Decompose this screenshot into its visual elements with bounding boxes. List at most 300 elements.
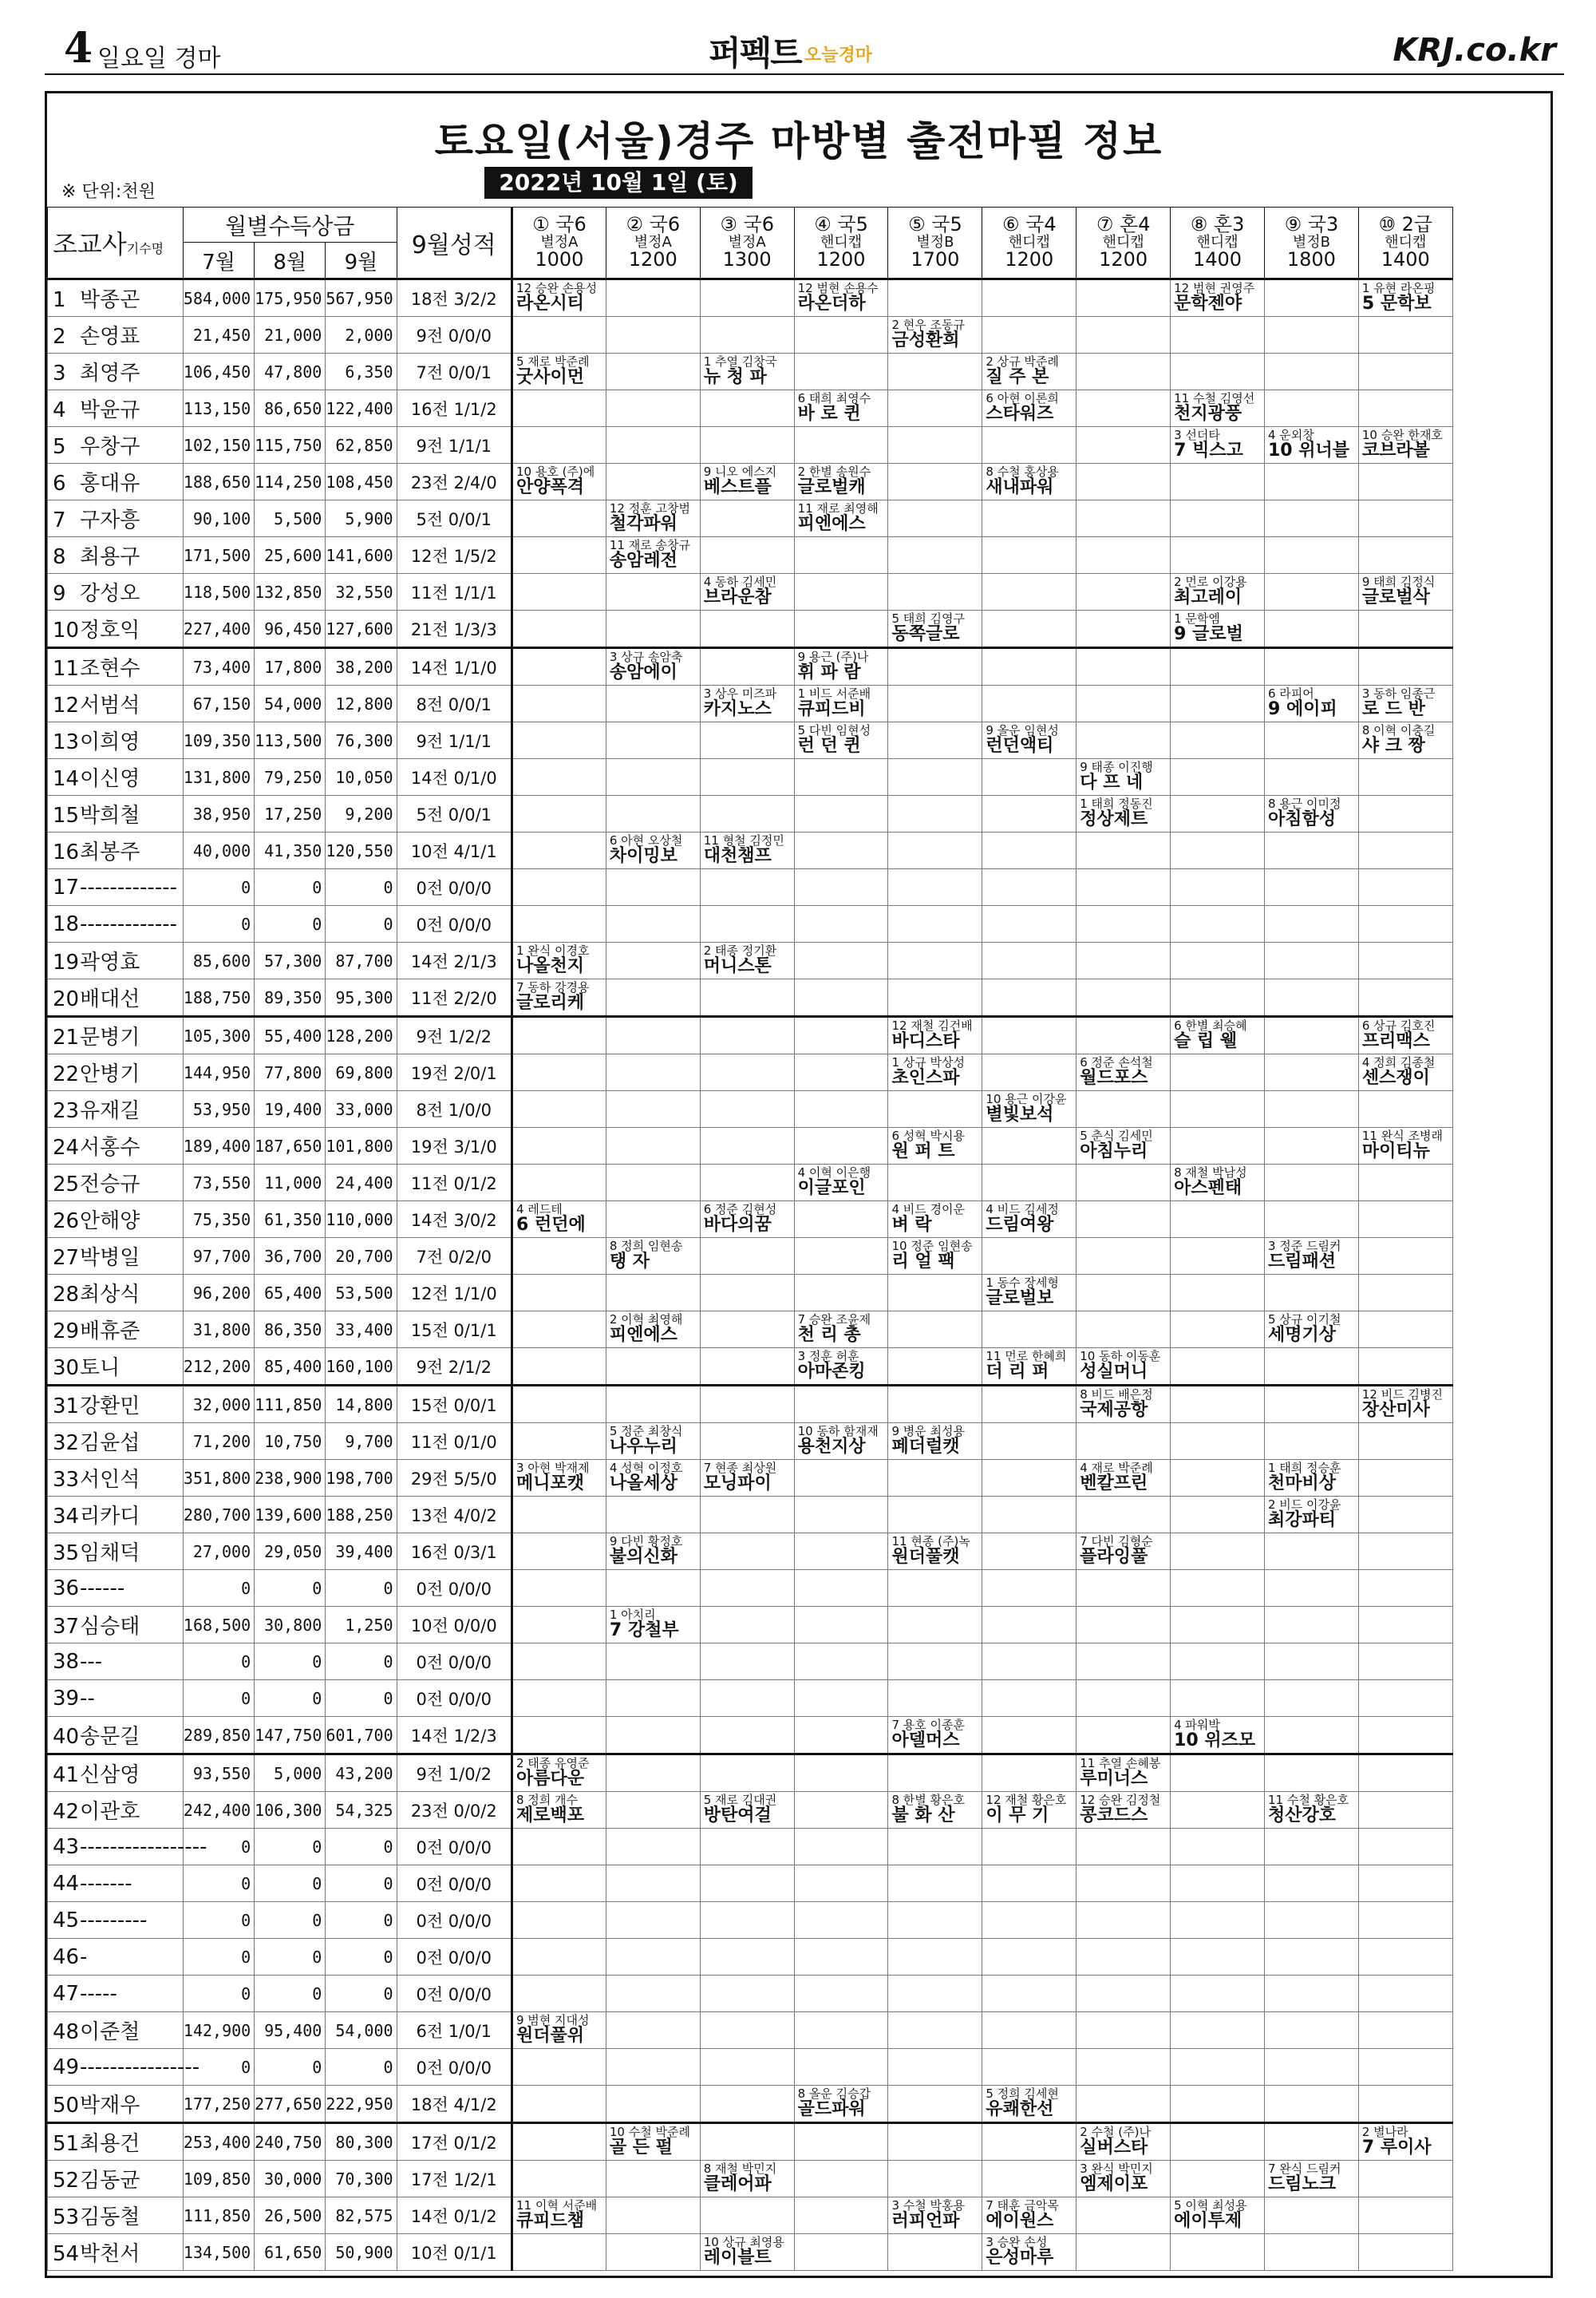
race-entry-cell (606, 1976, 700, 2012)
horse-name: 코브라볼 (1361, 441, 1430, 461)
horse-name: 성실머니 (1080, 1362, 1148, 1382)
trainer-cell (48, 1238, 184, 1275)
race-entry-cell (794, 1829, 888, 1865)
page-number: 4 (64, 24, 93, 73)
prize-sep: 14,800 (326, 1386, 397, 1423)
race-entry-cell (888, 1017, 982, 1054)
sep-record: 23전 2/4/0 (397, 464, 512, 500)
prize-jul: 177,250 (183, 2086, 254, 2123)
row-number: 24 (53, 1136, 80, 1160)
horse-name: 9 에이피 (1267, 699, 1337, 719)
horse-name: 슬 립 웰 (1174, 1031, 1238, 1051)
horse-name: 불의신화 (609, 1547, 678, 1567)
race-entry-cell (1264, 648, 1358, 686)
race-entry-cell (512, 1680, 606, 1717)
race-entry-cell (888, 1311, 982, 1348)
prize-jul: 0 (183, 2049, 254, 2086)
row-number: 13 (53, 730, 80, 754)
race-entry-cell (1264, 574, 1358, 611)
trainer-cell (48, 1717, 184, 1754)
race-entry-cell (1264, 1754, 1358, 1792)
race-entry-cell (1171, 1423, 1265, 1460)
horse-name: 머니스톤 (703, 956, 772, 976)
race-entry-cell (606, 1017, 700, 1054)
race-entry-cell (1171, 1717, 1265, 1754)
race-entry-cell (1171, 648, 1265, 686)
prize-aug: 17,250 (255, 796, 326, 833)
jockey-owner: 6 정준 김현성 (703, 1202, 777, 1216)
horse-name: 런 던 퀸 (797, 736, 861, 756)
trainer-cell (48, 979, 184, 1017)
trainer-name: 서홍수 (80, 1136, 140, 1160)
prize-aug: 30,800 (255, 1607, 326, 1643)
horse-name: 7 루이사 (1361, 2138, 1432, 2158)
prize-sep: 82,575 (326, 2197, 397, 2234)
trainer-cell (48, 1829, 207, 1865)
race-entry-cell (1358, 427, 1452, 464)
trainer-cell (48, 1902, 184, 1939)
jockey-owner: 1 비드 서준배 (797, 686, 871, 701)
horse-name: 벤칼프린 (1080, 1473, 1148, 1493)
table-row (48, 979, 1551, 1017)
jockey-owner: 2 먼로 이강용 (1174, 575, 1247, 589)
race-entry-cell (512, 2161, 606, 2197)
table-row (48, 906, 1551, 943)
prize-jul: 85,600 (183, 943, 254, 979)
horse-name: 10 위즈모 (1174, 1730, 1256, 1750)
race-entry-cell (1077, 1717, 1171, 1754)
horse-name: 나우누리 (609, 1437, 678, 1457)
race-entry-cell (982, 1570, 1077, 1607)
table-row (48, 1128, 1551, 1165)
race-entry-cell (512, 279, 606, 317)
row-number: 48 (53, 2020, 80, 2044)
race-entry-cell (606, 1717, 700, 1754)
record-header: 9월성적 (397, 208, 512, 279)
race-entry-cell (700, 1754, 794, 1792)
prize-aug: 5,500 (255, 500, 326, 537)
race-entry-cell (512, 1423, 606, 1460)
horse-name: 엠제이포 (1080, 2174, 1148, 2194)
horse-name: 문학젠야 (1174, 294, 1242, 314)
race-entry-cell (700, 464, 794, 500)
horse-name: 탱 자 (609, 1252, 650, 1272)
race-entry-cell (1171, 796, 1265, 833)
race-entry-cell (1264, 1643, 1358, 1680)
prize-sep: 5,900 (326, 500, 397, 537)
sep-record: 12전 1/1/0 (397, 1275, 512, 1311)
row-number: 27 (53, 1246, 80, 1270)
prize-sep: 38,200 (326, 648, 397, 686)
horse-name: 안양폭격 (516, 477, 584, 497)
row-number: 11 (53, 657, 80, 681)
prize-jul: 189,400 (183, 1128, 254, 1165)
trainer-cell (48, 648, 184, 686)
jockey-owner: 3 완식 박민지 (1080, 2162, 1153, 2176)
sep-record: 5전 0/0/1 (397, 500, 512, 537)
race-entry-cell (512, 2197, 606, 2234)
race-entry-cell (512, 648, 606, 686)
prize-sep: 6,350 (326, 354, 397, 390)
table-row (48, 1902, 1551, 1939)
row-number: 4 (53, 398, 66, 422)
prize-sep: 110,000 (326, 1201, 397, 1238)
prize-jul: 131,800 (183, 759, 254, 796)
jockey-owner: 2 비드 이강윤 (1267, 1497, 1341, 1512)
jockey-owner: 8 정희 개수 (516, 1793, 579, 1807)
trainer-name: 배휴준 (80, 1319, 140, 1343)
table-row (48, 611, 1551, 648)
race-entry-cell (888, 537, 982, 574)
logo-sub-text: 오늘경마 (804, 45, 873, 65)
prize-aug: 61,350 (255, 1201, 326, 1238)
sep-record: 11전 0/1/2 (397, 1165, 512, 1201)
jockey-owner: 7 태훈 금악목 (986, 2198, 1059, 2213)
row-number: 50 (53, 2094, 80, 2118)
trainer-name: 이관호 (80, 1800, 140, 1824)
race-entry-cell (606, 2049, 700, 2086)
race-entry-cell (794, 686, 888, 722)
race-entry-cell (794, 1939, 888, 1976)
race-entry-cell (1358, 1201, 1452, 1238)
prize-sep: 9,200 (326, 796, 397, 833)
race-entry-cell (1358, 1423, 1452, 1460)
race-entry-cell (1264, 354, 1358, 390)
horse-name: 루미너스 (1080, 1769, 1148, 1789)
trainer-name: 구자흥 (80, 508, 140, 532)
table-row (48, 1423, 1551, 1460)
race-entry-cell (1171, 1939, 1265, 1976)
race-entry-cell (1358, 1792, 1452, 1829)
row-number: 34 (53, 1505, 80, 1529)
race-entry-cell (794, 1792, 888, 1829)
race-entry-cell (700, 1238, 794, 1275)
jockey-owner: 3 상우 미즈파 (703, 686, 777, 701)
jockey-owner: 9 올운 임현성 (986, 723, 1059, 738)
jockey-owner: 10 수철 박준례 (609, 2125, 690, 2139)
table-row (48, 1054, 1551, 1091)
race-entry-cell (1077, 1238, 1171, 1275)
race-entry-cell (1171, 390, 1265, 427)
trainer-name: 최용구 (80, 545, 140, 569)
trainer-cell (48, 1680, 184, 1717)
race-entry-cell (1077, 1348, 1171, 1386)
prize-jul: 106,450 (183, 354, 254, 390)
prize-aug: 111,850 (255, 1386, 326, 1423)
race-entry-cell (794, 1976, 888, 2012)
race-entry-cell (888, 390, 982, 427)
race-entry-cell (1077, 611, 1171, 648)
horse-name: 10 위너블 (1267, 441, 1350, 461)
jockey-owner: 2 한별 송원수 (797, 465, 871, 479)
jockey-owner: 2 상규 박준례 (986, 354, 1059, 369)
race-entry-cell (1171, 1792, 1265, 1829)
horse-name: 다 프 네 (1080, 773, 1144, 793)
race-entry-cell (1077, 1460, 1171, 1497)
sep-record: 0전 0/0/0 (397, 1865, 512, 1902)
race-entry-cell (1264, 2161, 1358, 2197)
prize-aug: 47,800 (255, 354, 326, 390)
prize-sep: 160,100 (326, 1348, 397, 1386)
race-entry-cell (794, 1754, 888, 1792)
jockey-owner: 1 상규 박상성 (891, 1055, 966, 1070)
race-entry-cell (1077, 943, 1171, 979)
prize-sep: 108,450 (326, 464, 397, 500)
race-entry-cell (888, 1829, 982, 1865)
horse-name: 용천지상 (797, 1437, 866, 1457)
race-entry-cell (1077, 1017, 1171, 1054)
prize-aug: 86,650 (255, 390, 326, 427)
race-entry-cell (606, 1348, 700, 1386)
race-entry-cell (1358, 2049, 1452, 2086)
row-number: 28 (53, 1283, 80, 1307)
race-entry-cell (1264, 1976, 1358, 2012)
race-entry-cell (982, 1607, 1077, 1643)
jockey-owner: 2 이혁 최영해 (609, 1312, 683, 1327)
prize-aug: 106,300 (255, 1792, 326, 1829)
horse-name: 에이원스 (986, 2211, 1054, 2231)
race-entry-cell (606, 2197, 700, 2234)
prize-jul: 105,300 (183, 1017, 254, 1054)
race-entry-cell (982, 1091, 1077, 1128)
race-entry-cell (982, 1386, 1077, 1423)
trainer-name: 최영주 (80, 362, 140, 386)
trainer-cell (48, 611, 184, 648)
table-row (48, 1386, 1551, 1423)
race-entry-cell (794, 611, 888, 648)
content-frame (45, 91, 1553, 2278)
prize-aug: 115,750 (255, 427, 326, 464)
race-entry-cell (1171, 1754, 1265, 1792)
race-entry-cell (700, 1311, 794, 1348)
race-header-8: ⑧ 혼3 핸디캡 1400 (1171, 208, 1265, 279)
race-entry-cell (1171, 1976, 1265, 2012)
sep-record: 12전 1/5/2 (397, 537, 512, 574)
prize-jul: 93,550 (183, 1754, 254, 1792)
sep-record: 16전 1/1/2 (397, 390, 512, 427)
race-entry-cell (982, 1643, 1077, 1680)
horse-name: 청산강호 (1267, 1806, 1336, 1825)
race-entry-cell (982, 1976, 1077, 2012)
prize-aug: 277,650 (255, 2086, 326, 2123)
sep-record: 18전 3/2/2 (397, 279, 512, 317)
sep-record: 5전 0/0/1 (397, 796, 512, 833)
prize-jul: 96,200 (183, 1275, 254, 1311)
race-entry-cell (888, 1754, 982, 1792)
trainer-cell (48, 2086, 184, 2123)
prize-sep: 33,000 (326, 1091, 397, 1128)
race-entry-cell (1077, 1754, 1171, 1792)
sep-record: 14전 1/2/3 (397, 1717, 512, 1754)
race-entry-cell (1077, 427, 1171, 464)
race-entry-cell (1358, 354, 1452, 390)
race-entry-cell (1264, 537, 1358, 574)
race-entry-cell (888, 686, 982, 722)
horse-name: 베스트플 (703, 477, 772, 497)
prize-jul: 0 (183, 906, 254, 943)
trainer-name: 이희영 (80, 730, 140, 754)
sep-record: 18전 4/1/2 (397, 2086, 512, 2123)
table-row (48, 1570, 1551, 1607)
race-entry-cell (1358, 979, 1452, 1017)
jockey-owner: 4 운외창 (1267, 428, 1314, 442)
sep-record: 0전 0/0/0 (397, 2049, 512, 2086)
race-entry-cell (982, 943, 1077, 979)
race-entry-cell (1077, 464, 1171, 500)
race-entry-cell (606, 1311, 700, 1348)
race-entry-cell (982, 1275, 1077, 1311)
race-entry-cell (606, 390, 700, 427)
race-entry-cell (700, 1275, 794, 1311)
race-entry-cell (606, 943, 700, 979)
prize-sep: 20,700 (326, 1238, 397, 1275)
race-entry-cell (888, 1902, 982, 1939)
race-entry-cell (1077, 869, 1171, 906)
horse-name: 아침누리 (1080, 1141, 1148, 1161)
trainer-name: 서범석 (80, 694, 140, 718)
horse-name: 드림노크 (1267, 2174, 1336, 2194)
prize-sep: 0 (326, 906, 397, 943)
trainer-header (48, 208, 184, 279)
race-entry-cell (512, 2123, 606, 2161)
horse-name: 아름다운 (516, 1769, 584, 1789)
race-entry-cell (1077, 906, 1171, 943)
race-entry-cell (982, 1533, 1077, 1570)
prize-aug: 0 (255, 1939, 326, 1976)
table-row (48, 574, 1551, 611)
race-entry-cell (700, 2049, 794, 2086)
prize-jul: 53,950 (183, 1091, 254, 1128)
race-entry-cell (888, 2049, 982, 2086)
race-entry-cell (1077, 833, 1171, 869)
jockey-owner: 4 레드테 (516, 1202, 563, 1216)
horse-name: 글로벌삭 (1361, 587, 1430, 607)
prize-sep: 0 (326, 1902, 397, 1939)
jockey-owner: 2 태종 유영준 (516, 1756, 590, 1770)
race-entry-cell (1358, 1238, 1452, 1275)
jockey-owner: 3 동하 임종근 (1361, 686, 1436, 701)
jockey-owner: 12 승완 김정철 (1080, 1793, 1161, 1807)
horse-name: 카지노스 (703, 699, 772, 719)
race-entry-cell (1264, 1275, 1358, 1311)
race-entry-cell (512, 1386, 606, 1423)
prize-jul: 0 (183, 1680, 254, 1717)
race-entry-cell (1358, 574, 1452, 611)
race-entry-cell (794, 279, 888, 317)
race-entry-cell (1358, 1570, 1452, 1607)
jockey-owner: 12 재철 황은호 (986, 1793, 1067, 1807)
race-entry-cell (1171, 464, 1265, 500)
prize-aug: 5,000 (255, 1754, 326, 1792)
race-entry-cell (1171, 943, 1265, 979)
race-entry-cell (700, 2197, 794, 2234)
horse-name: 라온시티 (516, 294, 584, 314)
race-entry-cell (1077, 2012, 1171, 2049)
table-row (48, 833, 1551, 869)
horse-name: 은성마루 (986, 2248, 1054, 2268)
race-entry-cell (888, 2197, 982, 2234)
prize-jul: 102,150 (183, 427, 254, 464)
race-entry-cell (700, 611, 794, 648)
race-entry-cell (794, 1643, 888, 1680)
race-entry-cell (700, 537, 794, 574)
race-entry-cell (794, 1607, 888, 1643)
race-entry-cell (1358, 2123, 1452, 2161)
race-entry-cell (794, 1017, 888, 1054)
trainer-name: 배대선 (80, 987, 140, 1011)
race-entry-cell (1171, 1165, 1265, 1201)
race-entry-cell (1171, 759, 1265, 796)
horse-name: 송암에이 (609, 663, 678, 682)
race-entry-cell (700, 906, 794, 943)
race-entry-cell (700, 2234, 794, 2271)
race-entry-cell (512, 317, 606, 354)
trainer-cell (48, 279, 184, 317)
trainer-name: 이신영 (80, 767, 140, 791)
race-entry-cell (1077, 2049, 1171, 2086)
race-entry-cell (794, 1348, 888, 1386)
race-entry-cell (794, 2161, 888, 2197)
trainer-cell (48, 464, 184, 500)
race-entry-cell (700, 979, 794, 1017)
race-entry-cell (982, 2234, 1077, 2271)
race-entry-cell (982, 2086, 1077, 2123)
race-entry-cell (888, 1533, 982, 1570)
horse-name: 이글포인 (797, 1178, 866, 1198)
trainer-cell (48, 1607, 184, 1643)
race-entry-cell (1077, 759, 1171, 796)
race-entry-cell (512, 2234, 606, 2271)
trainer-cell (48, 1460, 184, 1497)
prize-sep: 32,550 (326, 574, 397, 611)
row-number: 8 (53, 545, 66, 569)
race-entry-cell (1264, 1570, 1358, 1607)
horse-name: 질 주 본 (986, 367, 1049, 387)
race-entry-cell (1171, 1275, 1265, 1311)
trainer-cell (48, 1128, 184, 1165)
trainer-cell (48, 1570, 184, 1607)
jockey-owner: 2 태종 정기환 (703, 943, 777, 958)
horse-name: 로 드 반 (1361, 699, 1425, 719)
race-entry-cell (1358, 833, 1452, 869)
race-entry-cell (606, 1165, 700, 1201)
horse-name: 천지광풍 (1174, 404, 1242, 424)
sep-record: 14전 2/1/3 (397, 943, 512, 979)
race-entry-cell (888, 354, 982, 390)
prize-sep: 70,300 (326, 2161, 397, 2197)
race-entry-cell (982, 2012, 1077, 2049)
prize-aug: 95,400 (255, 2012, 326, 2049)
jockey-owner: 1 완식 이경호 (516, 943, 590, 958)
race-entry-cell (606, 1386, 700, 1423)
jockey-owner: 12 비드 김병진 (1361, 1387, 1443, 1402)
prize-jul: 171,500 (183, 537, 254, 574)
race-entry-cell (606, 1533, 700, 1570)
race-entry-cell (1171, 2086, 1265, 2123)
horse-name: 월드포스 (1080, 1068, 1148, 1088)
horse-name: 드림패션 (1267, 1252, 1336, 1272)
race-entry-cell (1171, 1829, 1265, 1865)
prize-jul: 73,400 (183, 648, 254, 686)
race-entry-cell (606, 796, 700, 833)
prize-jul: 0 (183, 1976, 254, 2012)
prize-aug: 0 (255, 1865, 326, 1902)
table-row (48, 1533, 1551, 1570)
race-entry-cell (982, 1311, 1077, 1348)
trainer-cell (48, 1643, 184, 1680)
race-entry-cell (1358, 906, 1452, 943)
horse-name: 5 문학보 (1361, 294, 1432, 314)
